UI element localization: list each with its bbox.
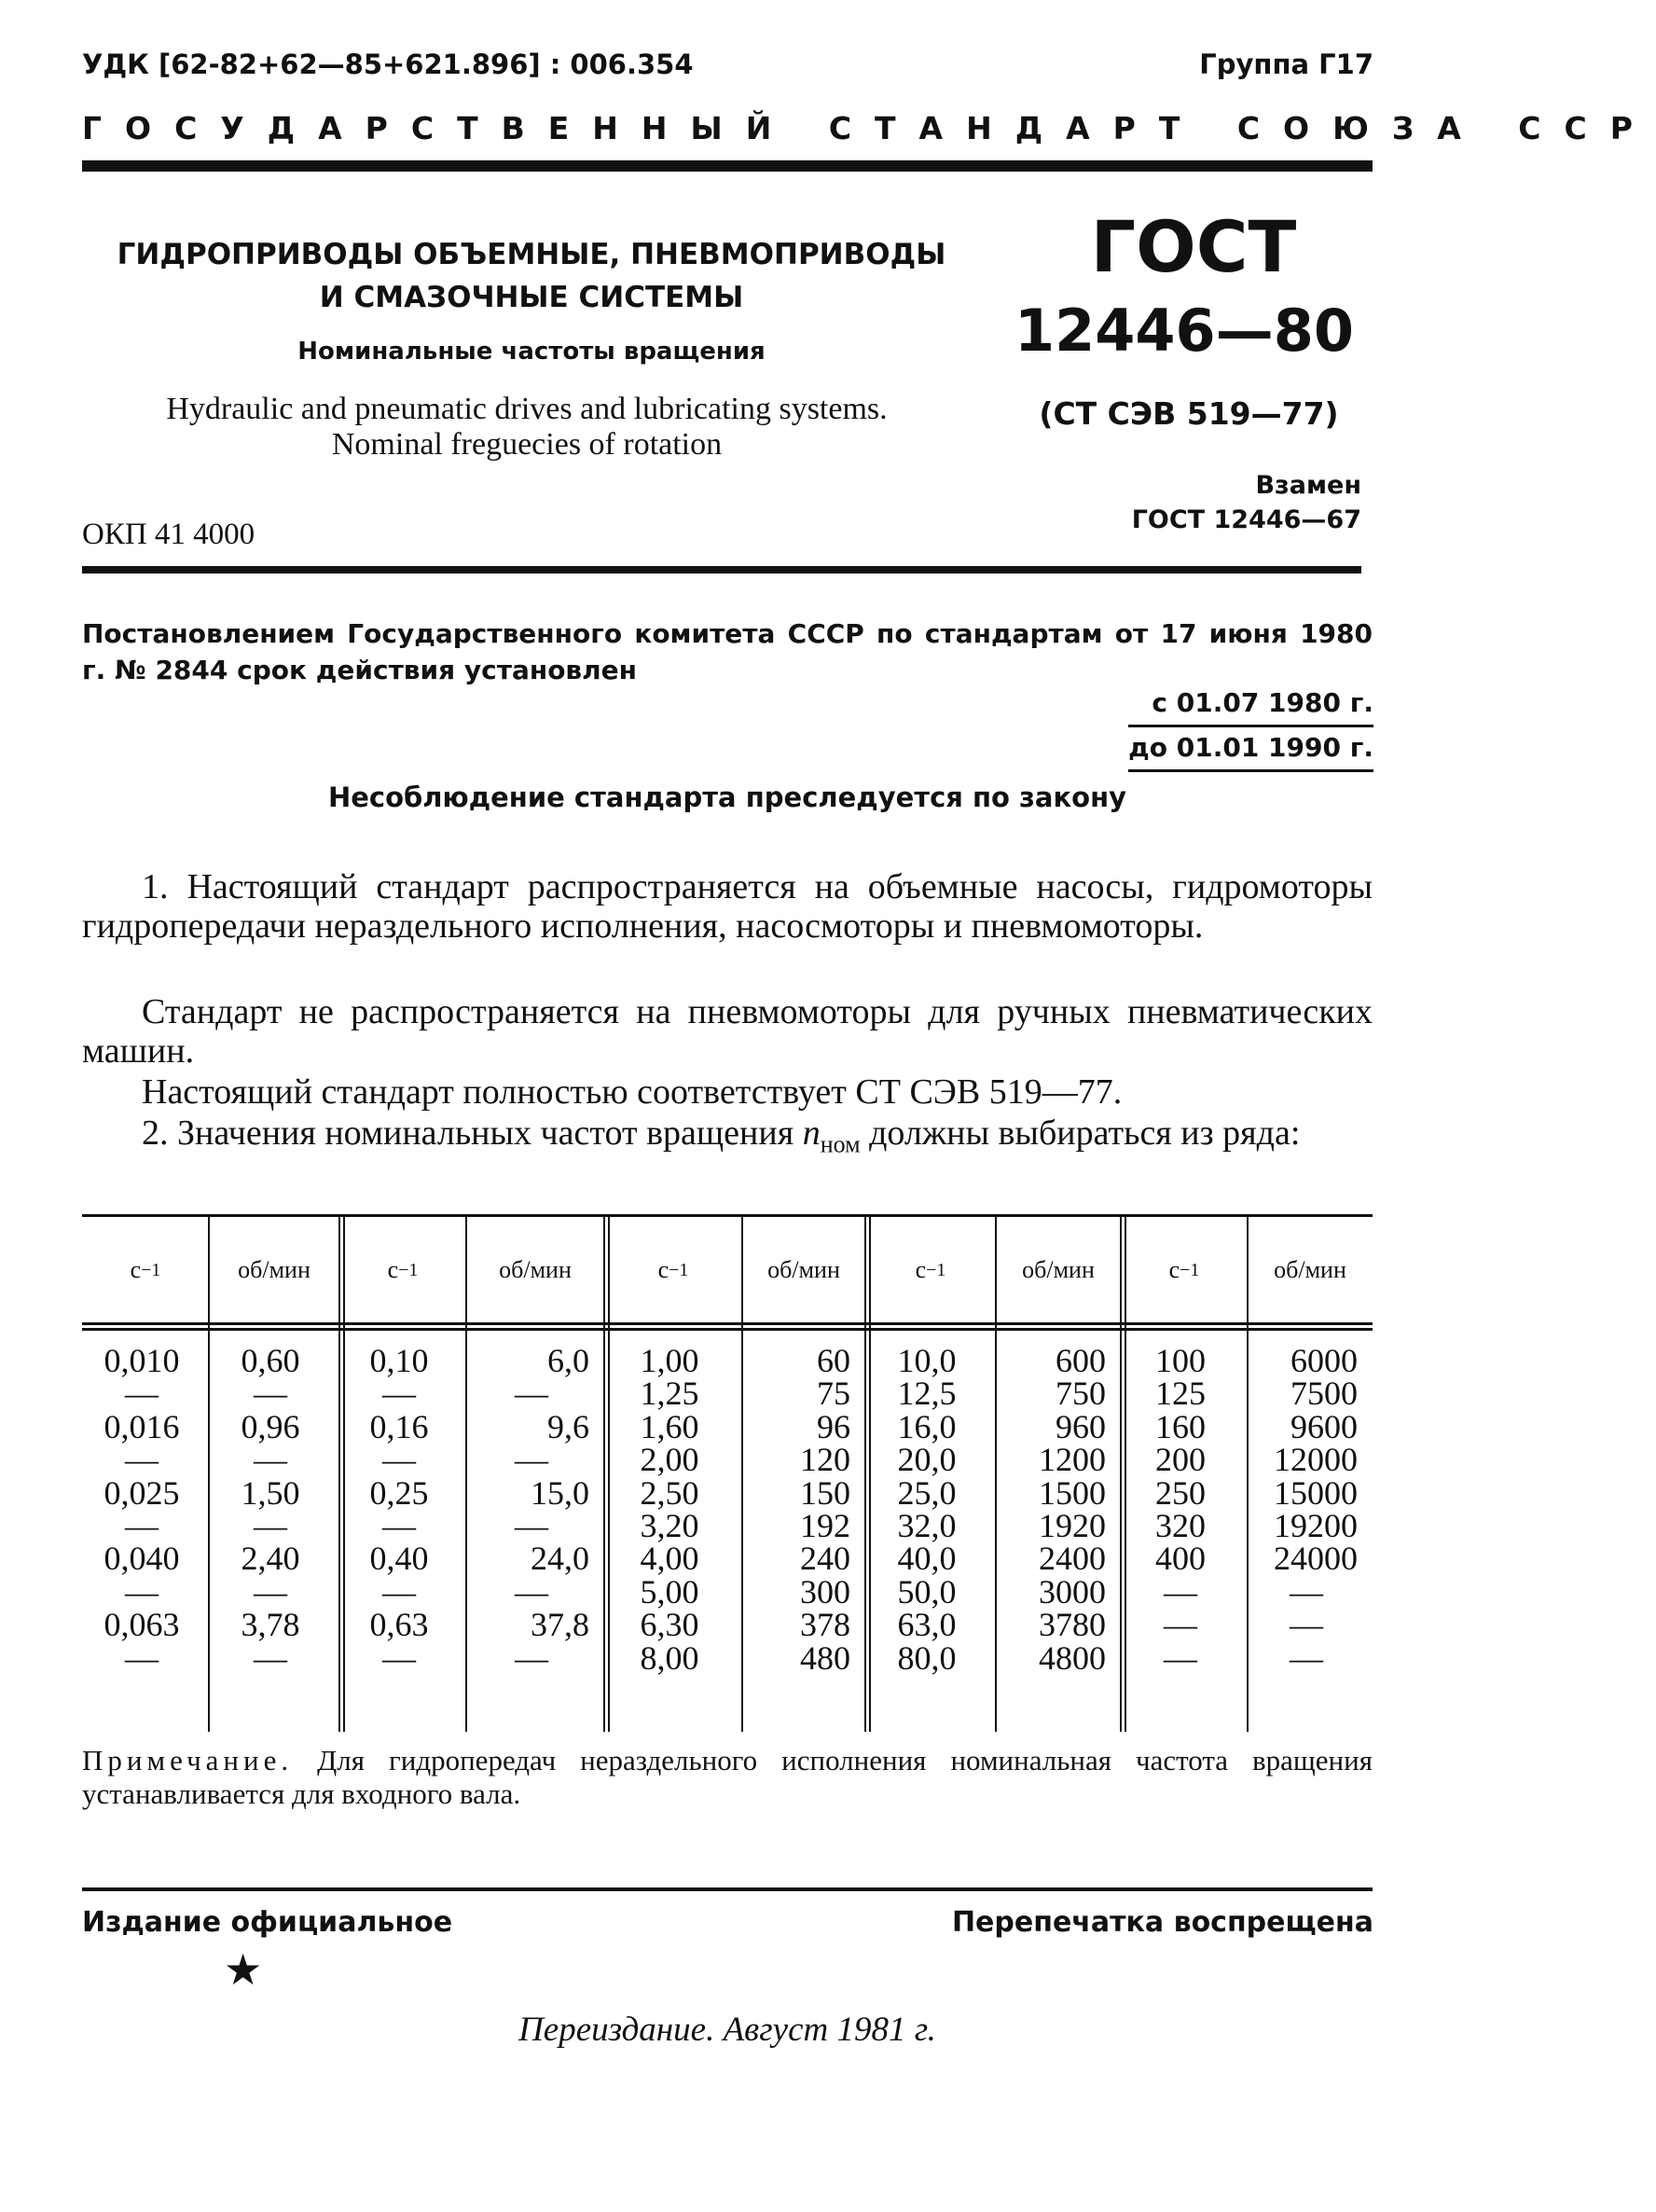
- table-cell: 9600: [1290, 1407, 1358, 1445]
- english-title: [75, 392, 979, 463]
- table-cell: 378: [800, 1606, 850, 1644]
- table-cell: 5,00: [640, 1572, 699, 1611]
- table-cell: 24000: [1274, 1540, 1358, 1578]
- table-cell: 1,25: [640, 1375, 699, 1413]
- table-cell: 1500: [1039, 1473, 1106, 1512]
- table-cell: —: [515, 1638, 548, 1677]
- table-cell: 32,0: [897, 1506, 957, 1544]
- table-header-cell: [82, 1214, 209, 1326]
- table-cell: 1,60: [640, 1407, 699, 1445]
- table-cell: 600: [1056, 1342, 1106, 1379]
- header-unit: об/мин: [1022, 1256, 1095, 1283]
- table-cell: 3000: [1039, 1572, 1106, 1611]
- note-label: Примечание.: [82, 1744, 294, 1777]
- reissue-date: Переиздание. Август 1981 г.: [518, 2011, 936, 2049]
- table-cell: 24,0: [531, 1540, 589, 1578]
- table-cell: —: [382, 1506, 416, 1544]
- header-unit: с: [1168, 1256, 1180, 1283]
- table-cell: 50,0: [897, 1572, 957, 1611]
- replaced-label: Взамен: [1255, 471, 1361, 500]
- table-cell: 12,5: [897, 1375, 957, 1413]
- sev-reference: (СТ СЭВ 519—77): [1039, 395, 1339, 432]
- table-cell: —: [1290, 1572, 1323, 1611]
- table-header-rule-2: [82, 1328, 1373, 1331]
- table-cell: 2,40: [241, 1540, 300, 1578]
- table-cell: 120: [800, 1441, 850, 1479]
- table-cell: 96: [817, 1407, 850, 1445]
- table-cell: —: [254, 1375, 287, 1413]
- table-cell: 19200: [1274, 1506, 1358, 1544]
- okp-code: ОКП 41 4000: [82, 518, 255, 551]
- header-unit: с: [387, 1256, 399, 1283]
- column-divider: [208, 1214, 210, 1732]
- table-cell: 63,0: [897, 1606, 957, 1644]
- table-cell: 16,0: [897, 1407, 957, 1445]
- column-divider: [1125, 1214, 1126, 1732]
- header-exponent: −1: [398, 1259, 419, 1280]
- table-header-cell: [865, 1214, 996, 1326]
- table-cell: 100: [1155, 1342, 1206, 1379]
- table-cell: —: [382, 1638, 416, 1677]
- table-cell: 40,0: [897, 1540, 957, 1578]
- table-cell: —: [515, 1375, 548, 1413]
- table-cell: 160: [1155, 1407, 1206, 1445]
- table-cell: 4,00: [640, 1540, 699, 1578]
- table-cell: 4800: [1039, 1638, 1106, 1677]
- table-cell: —: [515, 1441, 548, 1479]
- document-subtitle: Номинальные частоты вращения: [297, 338, 766, 366]
- table-column: [612, 1342, 727, 1677]
- column-divider: [1247, 1214, 1249, 1732]
- header-unit: об/мин: [1274, 1256, 1346, 1283]
- table-cell: 0,063: [104, 1606, 180, 1644]
- column-divider: [465, 1214, 467, 1732]
- header-exponent: −1: [141, 1259, 161, 1280]
- table-header-cell: [1248, 1214, 1373, 1326]
- table-cell: 1920: [1039, 1506, 1106, 1544]
- table-cell: 10,0: [897, 1342, 957, 1379]
- validity-to: до 01.01 1990 г.: [1128, 727, 1373, 772]
- table-header-cell: [604, 1214, 742, 1326]
- table-cell: —: [254, 1638, 287, 1677]
- table-cell: 125: [1155, 1375, 1206, 1413]
- header-thick-rule: [82, 160, 1373, 172]
- table-cell: 3,20: [640, 1506, 699, 1544]
- table-cell: 320: [1155, 1506, 1206, 1544]
- table-cell: 250: [1155, 1473, 1206, 1512]
- header-unit: с: [130, 1256, 142, 1283]
- table-cell: —: [1164, 1606, 1197, 1644]
- table-cell: 400: [1155, 1540, 1206, 1578]
- english-title-line-2: Nominal freguecies of rotation: [331, 427, 723, 462]
- paragraph-values: [82, 1113, 1373, 1165]
- table-cell: 480: [800, 1638, 850, 1677]
- replaced-value: ГОСТ 12446—67: [1131, 505, 1361, 534]
- header-unit: с: [915, 1256, 927, 1283]
- replaced-standard: [1007, 468, 1361, 537]
- table-cell: —: [1164, 1638, 1197, 1677]
- table-cell: 9,6: [547, 1407, 589, 1445]
- table-cell: 192: [800, 1506, 850, 1544]
- table-cell: —: [1290, 1606, 1323, 1644]
- table-cell: —: [515, 1572, 548, 1611]
- group-code: Группа Г17: [1199, 48, 1373, 80]
- column-divider: [741, 1214, 743, 1732]
- table-cell: 150: [800, 1473, 850, 1512]
- table-cell: 6,0: [547, 1342, 589, 1379]
- table-cell: —: [1290, 1638, 1323, 1677]
- column-divider: [995, 1214, 997, 1732]
- title-line-1: ГИДРОПРИВОДЫ ОБЪЕМНЫЕ, ПНЕВМОПРИВОДЫ: [117, 238, 946, 271]
- table-cell: —: [125, 1572, 159, 1611]
- title-block-rule: [82, 566, 1361, 574]
- validity-from: с 01.07 1980 г.: [1128, 683, 1373, 727]
- table-cell: —: [382, 1441, 416, 1479]
- gost-number: 12446—80: [1014, 297, 1354, 365]
- table-cell: 0,60: [241, 1342, 300, 1379]
- table-cell: 0,10: [369, 1342, 429, 1379]
- table-cell: 1200: [1039, 1441, 1106, 1479]
- n-symbol: n: [802, 1113, 821, 1153]
- table-note: [82, 1744, 1373, 1811]
- document-title: [84, 233, 979, 319]
- header-unit: об/мин: [499, 1256, 572, 1283]
- legal-warning: Несоблюдение стандарта преследуется по закону: [327, 781, 1127, 813]
- table-column: [873, 1342, 981, 1677]
- table-cell: 6000: [1290, 1342, 1358, 1379]
- table-cell: —: [125, 1375, 159, 1413]
- column-divider: [1120, 1214, 1122, 1732]
- table-header-cell: [339, 1214, 466, 1326]
- table-cell: 75: [817, 1375, 850, 1413]
- table-column: [1255, 1342, 1358, 1677]
- table-cell: 240: [800, 1540, 850, 1578]
- reprint-prohibited: Перепечатка воспрещена: [951, 1906, 1373, 1939]
- official-edition: Издание официальное: [82, 1906, 453, 1939]
- header-unit: об/мин: [767, 1256, 840, 1283]
- table-column: [474, 1342, 589, 1677]
- gost-label: ГОСТ: [1090, 205, 1297, 288]
- table-column: [90, 1342, 194, 1677]
- table-header-cell: [1121, 1214, 1248, 1326]
- table-cell: —: [254, 1506, 287, 1544]
- column-divider: [864, 1214, 866, 1732]
- table-cell: —: [125, 1441, 159, 1479]
- table-cell: 2,00: [640, 1441, 699, 1479]
- table-cell: 6,30: [640, 1606, 699, 1644]
- table-cell: 25,0: [897, 1473, 957, 1512]
- table-cell: 0,025: [104, 1473, 180, 1512]
- star-icon: ★: [224, 1946, 263, 1994]
- table-cell: 3780: [1039, 1606, 1106, 1644]
- column-divider: [343, 1214, 345, 1732]
- table-cell: —: [254, 1572, 287, 1611]
- table-cell: 960: [1056, 1407, 1106, 1445]
- table-column: [216, 1342, 324, 1677]
- table-column: [750, 1342, 850, 1677]
- paragraph-exclusion: Стандарт не распространяется на пневмомоторы для ручных пневматических машин.: [82, 992, 1373, 1071]
- table-cell: 0,63: [369, 1606, 429, 1644]
- paragraph-scope: 1. Настоящий стандарт распространяется на объемные насосы, гидромоторы гидропередачи нераздельного исполнения, насосмоторы и пневмомоторы.: [82, 867, 1373, 946]
- table-cell: —: [515, 1506, 548, 1544]
- udk-code: УДК [62-82+62—85+621.896] : 006.354: [82, 48, 694, 80]
- header-exponent: −1: [669, 1259, 689, 1280]
- table-column: [1003, 1342, 1106, 1677]
- table-cell: 80,0: [897, 1638, 957, 1677]
- footer-rule: [82, 1887, 1373, 1891]
- table-cell: —: [125, 1506, 159, 1544]
- state-standard-heading: ГОСУДАРСТВЕННЫЙ СТАНДАРТ СОЮЗА ССР: [82, 110, 1656, 146]
- column-divider: [608, 1214, 610, 1732]
- table-cell: 12000: [1274, 1441, 1358, 1479]
- table-header-cell: [742, 1214, 865, 1326]
- paragraph-values-lead: 2. Значения номинальных частот вращения: [142, 1113, 803, 1153]
- table-cell: 7500: [1290, 1375, 1358, 1413]
- table-cell: —: [382, 1375, 416, 1413]
- table-column: [1128, 1342, 1233, 1677]
- rotation-frequency-table: [82, 1214, 1373, 1732]
- table-cell: 0,40: [369, 1540, 429, 1578]
- table-cell: 0,16: [369, 1407, 429, 1445]
- table-header-cell: [996, 1214, 1121, 1326]
- table-cell: 60: [817, 1342, 850, 1379]
- table-cell: 15000: [1274, 1473, 1358, 1512]
- table-cell: 0,040: [104, 1540, 180, 1578]
- table-cell: 20,0: [897, 1441, 957, 1479]
- note-text: Для гидропередач нераздельного исполнения номинальная частота вращения устанавливается для входного вала.: [82, 1744, 1373, 1810]
- table-cell: 37,8: [531, 1606, 589, 1644]
- table-header-cell: [209, 1214, 339, 1326]
- table-cell: 2400: [1039, 1540, 1106, 1578]
- table-cell: —: [125, 1638, 159, 1677]
- table-header-cell: [466, 1214, 604, 1326]
- paragraph-compliance: Настоящий стандарт полностью соответствует СТ СЭВ 519—77.: [142, 1072, 1123, 1112]
- header-exponent: −1: [926, 1259, 946, 1280]
- header-unit: об/мин: [238, 1256, 310, 1283]
- table-cell: 750: [1056, 1375, 1106, 1413]
- table-cell: 0,96: [241, 1407, 300, 1445]
- table-cell: —: [1164, 1572, 1197, 1611]
- table-cell: 0,25: [369, 1473, 429, 1512]
- table-cell: 0,010: [104, 1342, 180, 1379]
- table-cell: 1,00: [640, 1342, 699, 1379]
- table-cell: —: [254, 1441, 287, 1479]
- table-cell: 300: [800, 1572, 850, 1611]
- table-cell: 2,50: [640, 1473, 699, 1512]
- column-divider: [869, 1214, 871, 1732]
- column-divider: [603, 1214, 605, 1732]
- table-cell: 1,50: [241, 1473, 300, 1512]
- nom-subscript: ном: [820, 1130, 861, 1158]
- paragraph-values-tail: должны выбираться из ряда:: [860, 1113, 1301, 1153]
- table-cell: 15,0: [531, 1473, 589, 1512]
- title-line-2: И СМАЗОЧНЫЕ СИСТЕМЫ: [319, 281, 744, 314]
- validity-period: [1128, 683, 1373, 772]
- table-cell: 8,00: [640, 1638, 699, 1677]
- table-cell: 3,78: [241, 1606, 300, 1644]
- table-cell: —: [382, 1572, 416, 1611]
- header-unit: с: [657, 1256, 669, 1283]
- column-divider: [338, 1214, 340, 1732]
- table-column: [347, 1342, 451, 1677]
- table-cell: 0,016: [104, 1407, 180, 1445]
- english-title-line-1: Hydraulic and pneumatic drives and lubricating systems.: [166, 392, 888, 426]
- header-exponent: −1: [1180, 1259, 1200, 1280]
- decree-text: Постановлением Государственного комитета СССР по стандартам от 17 июня 1980 г. № 2844 срок действия установлен: [82, 618, 1373, 685]
- table-cell: 200: [1155, 1441, 1206, 1479]
